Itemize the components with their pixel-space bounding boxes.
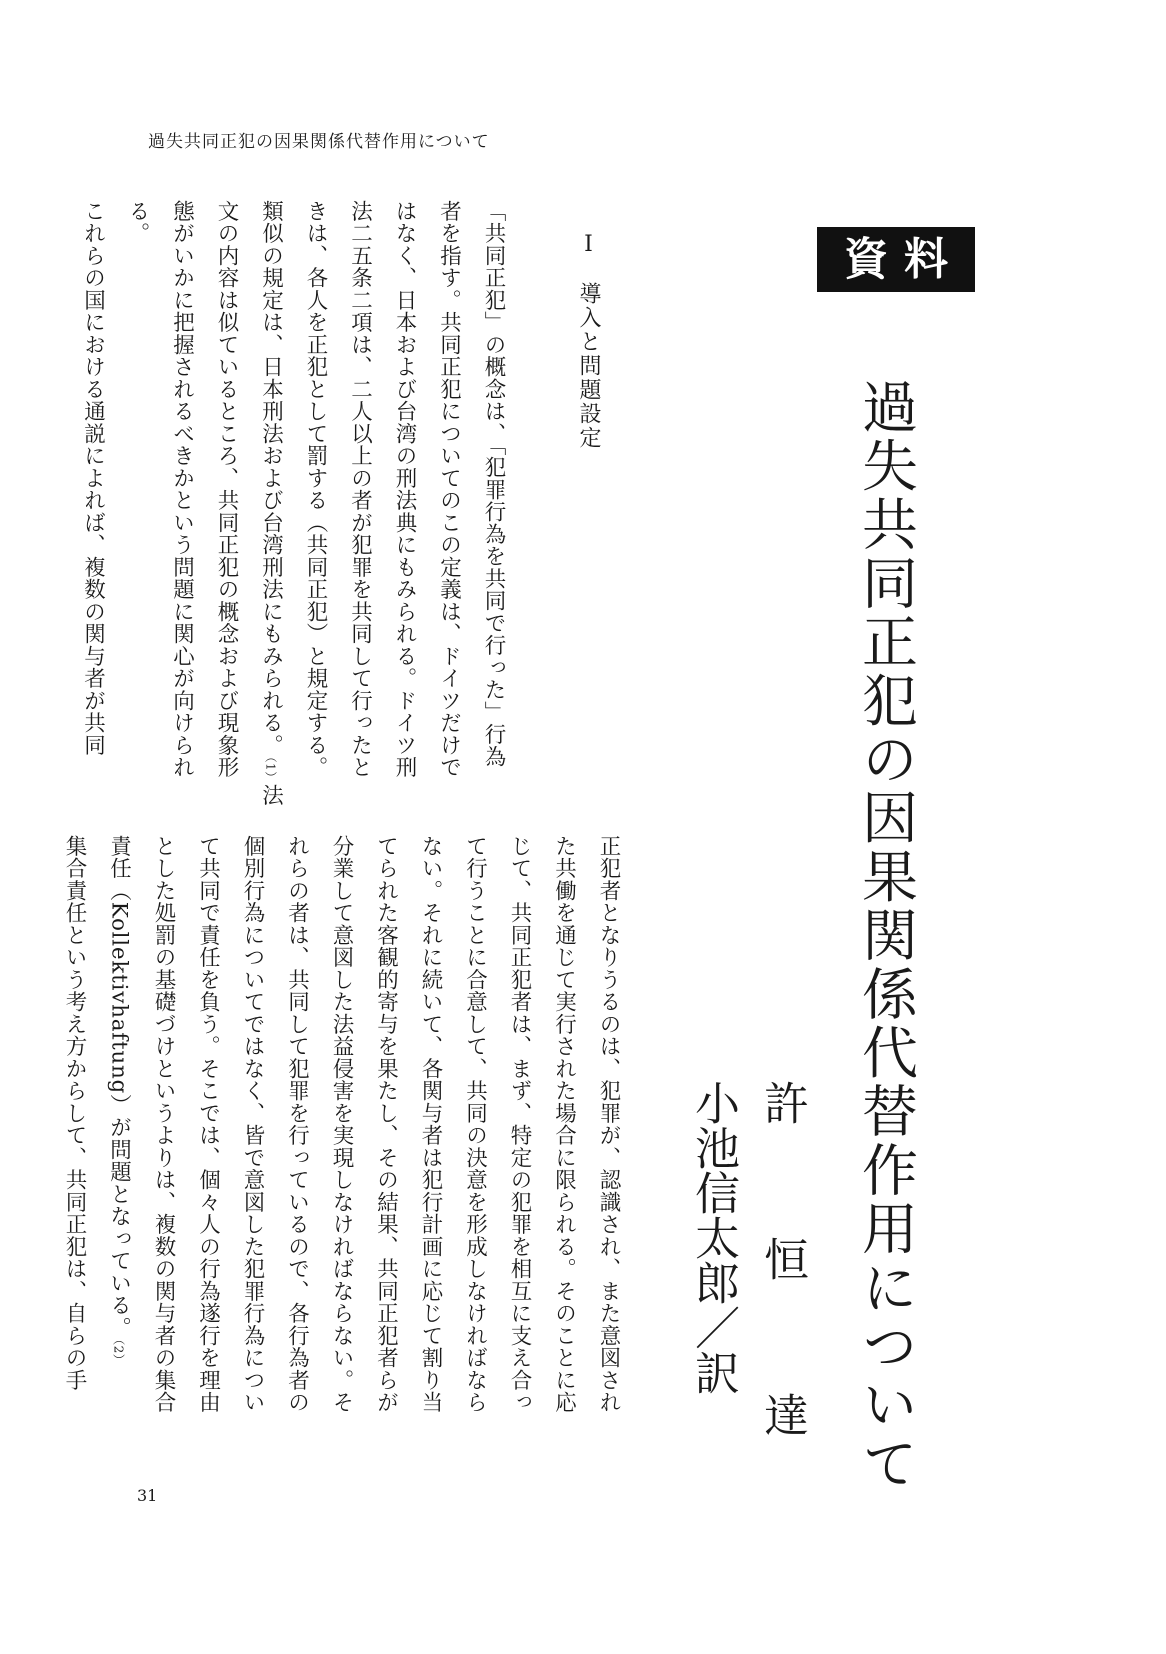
text-line: 態がいかに把握されるべきかという問題に関心が向けられ [169, 200, 195, 779]
section-title: 導入と問題設定 [576, 282, 601, 450]
text-line: きは、各人を正犯として罰する（共同正犯）と規定する。 [303, 200, 328, 779]
text-line: はなく、日本および台湾の刑法典にもみられる。ドイツ刑 [392, 200, 417, 779]
text-line: る。 [125, 200, 150, 245]
page-number: 31 [137, 1486, 158, 1505]
author-name: 許 恒 達 [756, 1080, 809, 1470]
article-title: 過失共同正犯の因果関係代替作用について [853, 378, 918, 1494]
text-line: 正犯者となりうるのは、犯罪が、認識され、また意図され [596, 835, 621, 1414]
text-line: これらの国における通説によれば、複数の関与者が共同 [80, 200, 106, 757]
text-line: 「共同正犯」の概念は、「犯罪行為を共同で行った」行為 [481, 200, 506, 768]
text-line: て行うことに合意して、共同の決意を形成しなければなら [462, 835, 488, 1414]
text-line: じて、共同正犯者は、まず、特定の犯罪を相互に支え合っ [507, 835, 532, 1414]
text-line: 類似の規定は、日本刑法および台湾刑法にもみられる。 [258, 200, 284, 757]
text-line: 個別行為についてではなく、皆で意図した犯罪行為につい [240, 835, 265, 1414]
text-line: た共働を通じて実行された場合に限られる。そのことに応 [551, 835, 577, 1414]
text-line: てられた客観的寄与を果たし、その結果、共同正犯者らが [373, 835, 399, 1414]
section-badge: 資料 [817, 227, 975, 292]
running-head: 過失共同正犯の因果関係代替作用について [148, 132, 490, 152]
text-line: 分業して意図した法益侵害を実現しなければならない。そ [329, 835, 354, 1414]
text-line: 者を指す。共同正犯についてのこの定義は、ドイツだけで [436, 200, 462, 779]
text-line: 責任（Kollektivhaftung）が問題となっている。 [106, 835, 132, 1339]
text-line-with-footnote [259, 200, 284, 806]
text-line-with-footnote [107, 835, 132, 1367]
footnote-mark-1: （1） [263, 756, 278, 785]
text-line: とした処罰の基礎づけというよりは、複数の関与者の集合 [151, 835, 176, 1414]
text-line: 法二五条二項は、二人以上の者が犯罪を共同して行ったと [347, 200, 373, 779]
body-text-lower [62, 835, 630, 1495]
text-line: 文の内容は似ているところ、共同正犯の概念および現象形 [214, 200, 239, 779]
translator-name: 小池信太郎／訳 [687, 1080, 740, 1395]
text-line: ない。それに続いて、各関与者は犯行計画に応じて割り当 [418, 835, 443, 1414]
section-heading [575, 232, 601, 450]
text-line: れらの者は、共同して犯罪を行っているので、各行為者の [284, 835, 310, 1414]
text-line: て共同で責任を負う。そこでは、個々人の行為遂行を理由 [195, 835, 221, 1414]
footnote-mark-2: （2） [111, 1338, 126, 1367]
body-text-upper [80, 200, 515, 820]
section-number: Ⅰ [576, 232, 601, 259]
text-line-tail: 法 [258, 784, 284, 807]
text-line: 集合責任という考え方からして、共同正犯は、自らの手 [62, 835, 87, 1392]
